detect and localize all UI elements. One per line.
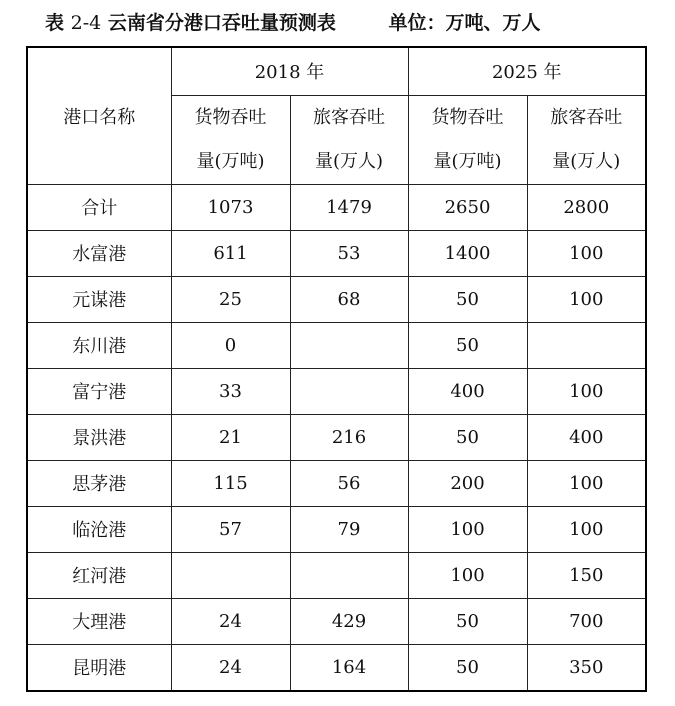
header-cargo-line2: 量(万吨) (433, 150, 502, 172)
passenger-2025-cell: 100 (527, 460, 646, 506)
cargo-2018-cell (171, 552, 290, 598)
table-row (27, 506, 646, 552)
passenger-2018-cell: 216 (290, 414, 408, 460)
passenger-2018-cell: 429 (290, 598, 408, 644)
passenger-2025-cell: 350 (527, 644, 646, 691)
cargo-2018-cell: 21 (171, 414, 290, 460)
table-title (45, 8, 541, 35)
cargo-2018-cell: 1073 (171, 184, 290, 230)
passenger-2018-cell: 164 (290, 644, 408, 691)
port-name-cell: 红河港 (27, 552, 171, 598)
header-passenger-2025 (527, 95, 646, 184)
header-cargo-2025 (408, 95, 527, 184)
header-passenger-line2: 量(万人) (314, 150, 384, 172)
header-year-2018: 2018 年 (171, 47, 408, 95)
header-passenger-line1: 旅客吞吐 (313, 106, 385, 128)
table-row (27, 368, 646, 414)
table-row (27, 552, 646, 598)
port-name-cell: 东川港 (27, 322, 171, 368)
cargo-2025-cell: 50 (408, 598, 527, 644)
cargo-2025-cell: 1400 (408, 230, 527, 276)
port-name-cell: 昆明港 (27, 644, 171, 691)
passenger-2025-cell: 400 (527, 414, 646, 460)
header-cargo-line1: 货物吞吐 (194, 106, 267, 128)
table-row (27, 322, 646, 368)
passenger-2025-cell: 100 (527, 368, 646, 414)
passenger-2018-cell (290, 322, 408, 368)
passenger-2025-cell (527, 322, 646, 368)
table-row (27, 460, 646, 506)
port-name-cell: 合计 (27, 184, 171, 230)
cargo-2025-cell: 200 (408, 460, 527, 506)
passenger-2025-cell: 2800 (527, 184, 646, 230)
passenger-2018-cell (290, 552, 408, 598)
passenger-2025-cell: 150 (527, 552, 646, 598)
header-passenger-line2: 量(万人) (552, 150, 621, 172)
passenger-2018-cell: 53 (290, 230, 408, 276)
passenger-2018-cell (290, 368, 408, 414)
cargo-2018-cell: 0 (171, 322, 290, 368)
cargo-2025-cell: 400 (408, 368, 527, 414)
header-port-name: 港口名称 (27, 47, 171, 184)
title-prefix: 表 (45, 12, 65, 34)
passenger-2025-cell: 100 (527, 230, 646, 276)
cargo-2018-cell: 24 (171, 644, 290, 691)
port-name-cell: 景洪港 (27, 414, 171, 460)
port-name-cell: 富宁港 (27, 368, 171, 414)
header-passenger-2018 (290, 95, 408, 184)
table-row (27, 184, 646, 230)
cargo-2025-cell: 100 (408, 506, 527, 552)
passenger-2018-cell: 68 (290, 276, 408, 322)
cargo-2018-cell: 33 (171, 368, 290, 414)
cargo-2018-cell: 611 (171, 230, 290, 276)
port-name-cell: 思茅港 (27, 460, 171, 506)
table-row (27, 414, 646, 460)
title-number: 2-4 (70, 12, 102, 34)
passenger-2018-cell: 79 (290, 506, 408, 552)
header-cargo-line1: 货物吞吐 (431, 106, 504, 128)
passenger-2018-cell: 56 (290, 460, 408, 506)
passenger-2025-cell: 700 (527, 598, 646, 644)
port-name-cell: 大理港 (27, 598, 171, 644)
header-year-2025: 2025 年 (408, 47, 646, 95)
cargo-2025-cell: 100 (408, 552, 527, 598)
cargo-2025-cell: 2650 (408, 184, 527, 230)
cargo-2018-cell: 57 (171, 506, 290, 552)
table-row (27, 598, 646, 644)
passenger-2025-cell: 100 (527, 276, 646, 322)
port-name-cell: 临沧港 (27, 506, 171, 552)
port-name-cell: 元谋港 (27, 276, 171, 322)
cargo-2018-cell: 25 (171, 276, 290, 322)
title-unit: 单位：万吨、万人 (388, 12, 541, 34)
cargo-2025-cell: 50 (408, 276, 527, 322)
cargo-2018-cell: 115 (171, 460, 290, 506)
passenger-2018-cell: 1479 (290, 184, 408, 230)
cargo-2018-cell: 24 (171, 598, 290, 644)
header-cargo-2018 (171, 95, 290, 184)
table-row (27, 276, 646, 322)
port-throughput-table (26, 46, 647, 692)
passenger-2025-cell: 100 (527, 506, 646, 552)
table-row (27, 644, 646, 691)
header-cargo-line2: 量(万吨) (196, 150, 265, 172)
title-name: 云南省分港口吞吐量预测表 (107, 12, 336, 34)
cargo-2025-cell: 50 (408, 414, 527, 460)
header-passenger-line1: 旅客吞吐 (550, 106, 623, 128)
port-name-cell: 水富港 (27, 230, 171, 276)
table-row (27, 230, 646, 276)
cargo-2025-cell: 50 (408, 644, 527, 691)
cargo-2025-cell: 50 (408, 322, 527, 368)
